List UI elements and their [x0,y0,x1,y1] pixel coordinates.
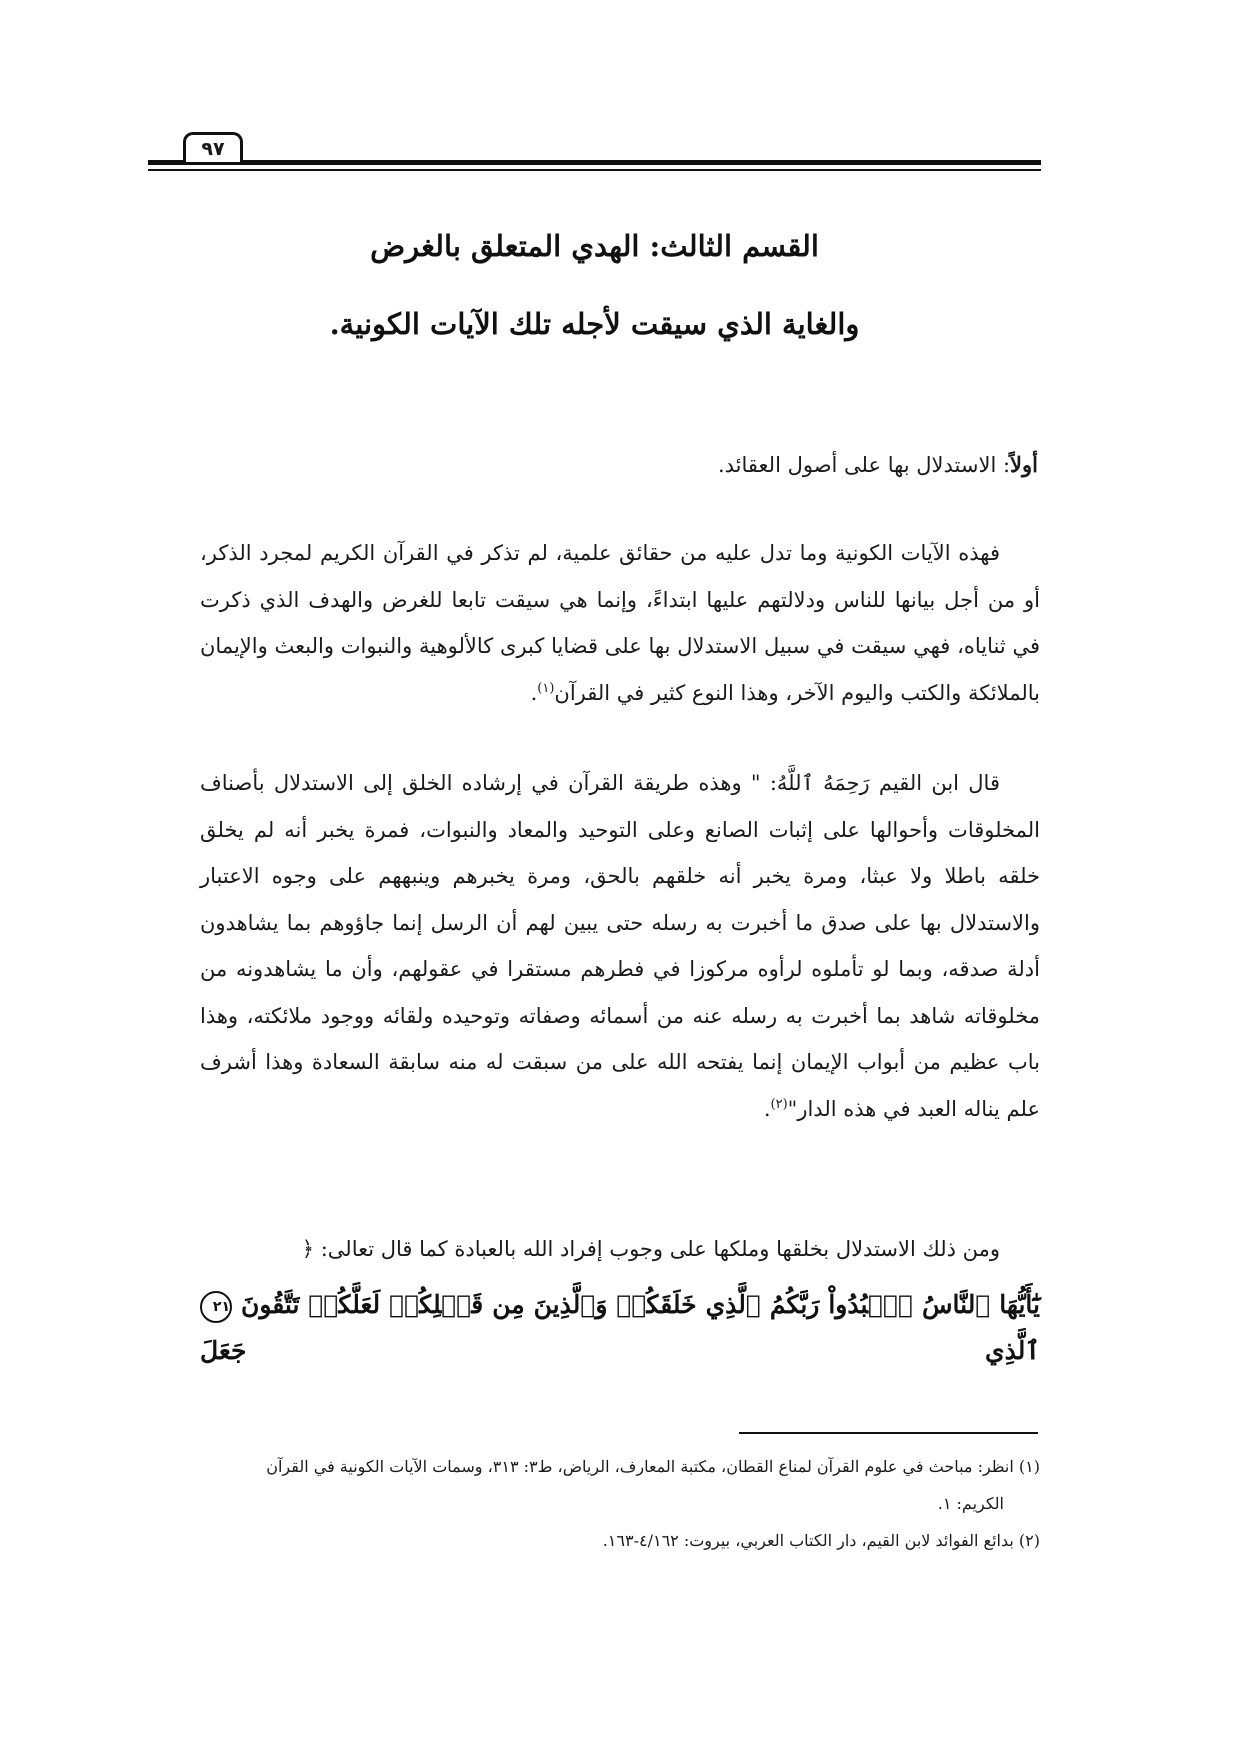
page-number-tab [183,132,243,162]
paragraph-2-text: قال ابن القيم رَحِمَهُ ٱللَّهُ: " وهذه طريقة القرآن في إرشاده الخلق إلى الاستدلال بأصناف المخلوقات وأحوالها على إثبات الصانع وعلى التوحيد والمعاد والنبوات، فمرة يخبر أنه لم يخلق خلقه باطلا ولا عبثا، ومرة يخبر أنه خلقهم بالحق، ومرة يخبرهم وينبههم على وجوه الاعتبار والاستدلال بها على صدق ما أخبرت به رسله حتى يبين لهم أن الرسل إنما جاؤوهم بما يشاهدون أدلة صدقه، وبما لو تأملوه لرأوه مركوزا في فطرهم مستقرا في عقولهم، وأن ما يشاهدونه من مخلوقاته شاهد بما أخبرت به رسله عنه من أسمائه وصفاته وتوحيده ولقائه ووجود ملائكته، وهذا باب عظيم من أبواب الإيمان إنما يفتحه الله على من سبقت له منه سابقة السعادة وهذا أشرف علم يناله العبد في هذه الدار" [200,771,1040,1121]
paragraph-3-text: ومن ذلك الاستدلال بخلقها وملكها على وجوب إفراد الله بالعبادة كما قال تعالى: ﴿ [301,1237,1000,1261]
footnote-separator [739,1432,1038,1434]
section-title-line-2: والغاية الذي سيقت لأجله تلك الآيات الكونية. [329,307,860,341]
footnote-1-continued: الكريم: ١. [937,1494,1004,1513]
paragraph-1-text: فهذه الآيات الكونية وما تدل عليه من حقائق علمية، لم تذكر في القرآن الكريم لمجرد الذكر، أو من أجل بيانها للناس ودلالتهم عليها ابتداءً، وإنما هي سيقت تابعا للغرض والهدف الذي ذكرت في ثناياه، فهي سيقت في سبيل الاستدلال بها على قضايا كبرى كالألوهية والنبوات والبعث والإيمان بالملائكة والكتب واليوم الآخر، وهذا النوع كثير في القرآن [200,541,1040,705]
section-title-line-1: القسم الثالث: الهدي المتعلق بالغرض [370,229,819,263]
paragraph-1-end: . [530,680,538,705]
footnote-ref-1[interactable]: (١) [537,680,555,696]
subsection-heading [198,442,1038,489]
subsection-text: : الاستدلال بها على أصول العقائد. [717,453,1011,477]
page-number: ٩٧ [201,137,225,160]
footnotes [200,1448,1040,1559]
quran-verse [200,1282,1040,1374]
paragraph-1 [200,530,1040,716]
paragraph-2-end: . [763,1096,771,1121]
verse-text: يَٰٓأَيُّهَا ٱلنَّاسُ ٱعۡبُدُواْ رَبَّكُمُ ٱلَّذِي خَلَقَكُمۡ وَٱلَّذِينَ مِن قَبۡلِكُمۡ لَعَلَّكُمۡ تَتَّقُونَ [241,1290,1040,1319]
header-rule [148,160,1041,165]
paragraph-2 [200,760,1040,1132]
header-rule-thin [148,169,1041,171]
footnote-2: (٢) بدائع الفوائد لابن القيم، دار الكتاب العربي، بيروت: ٤/١٦٢-١٦٣. [602,1531,1040,1550]
footnote-1: (١) انظر: مباحث في علوم القرآن لمناع القطان، مكتبة المعارف، الرياض، ط٣: ٣١٣، وسمات الآيات الكونية في القرآن [266,1457,1040,1476]
subsection-label: أولاً [1010,452,1038,477]
footnote-ref-2[interactable]: (٢) [770,1096,788,1112]
verse-text-continued: ٱلَّذِي جَعَلَ [200,1336,1040,1365]
paragraph-3 [200,1226,1040,1273]
verse-number-marker: ٢١ [200,1291,232,1323]
